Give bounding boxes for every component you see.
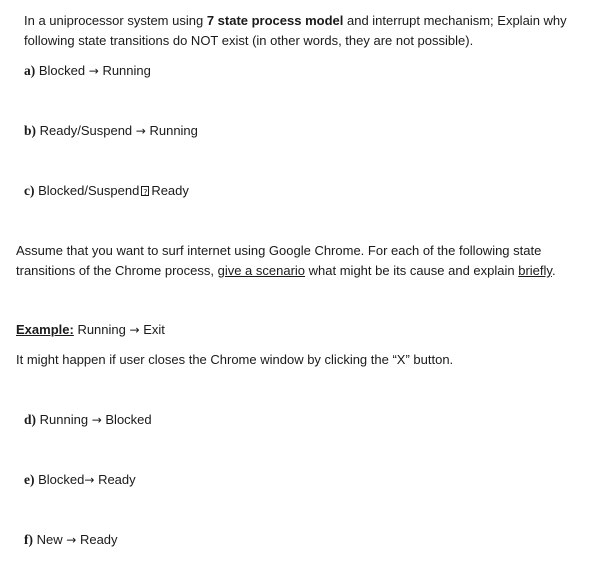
question-letter: b) <box>24 123 37 138</box>
transition-to: Ready <box>98 472 136 487</box>
transition-from: Running <box>77 322 126 337</box>
arrow-right-icon: → <box>135 124 146 138</box>
example-line <box>16 321 165 339</box>
question-b <box>24 122 198 140</box>
arrow-right-icon: → <box>129 323 140 337</box>
question-c <box>24 182 189 200</box>
scenario-line-2 <box>16 262 556 280</box>
intro-bold-text: 7 state process model <box>206 13 344 28</box>
scenario-line-1: Assume that you want to surf internet using Google Chrome. For each of the following state <box>16 243 542 258</box>
intro-line-2: following state transitions do NOT exist (in other words, they are not possible). <box>24 33 474 48</box>
example-explanation: It might happen if user closes the Chrome window by clicking the “X” button. <box>16 352 454 367</box>
underlined-give-a-scenario: give a scenario <box>217 263 306 278</box>
question-e <box>24 471 136 489</box>
question-a <box>24 62 151 80</box>
question-d <box>24 411 152 429</box>
missing-glyph-icon <box>141 186 149 196</box>
scenario-text-end: . <box>551 263 556 278</box>
intro-line-1 <box>24 12 567 30</box>
scenario-text: transitions of the Chrome process, <box>16 263 218 278</box>
transition-to: Running <box>149 123 198 138</box>
transition-from: Blocked <box>38 63 86 78</box>
question-letter: d) <box>24 412 37 427</box>
transition-to: Exit <box>143 322 165 337</box>
transition-from: Blocked/Suspend <box>38 183 140 198</box>
arrow-right-icon: → <box>66 533 77 547</box>
arrow-right-icon: → <box>91 413 102 427</box>
intro-text: In a uniprocessor system using <box>24 13 207 28</box>
transition-from: Ready/Suspend <box>39 123 133 138</box>
intro-text-end: and interrupt mechanism; Explain why <box>343 13 567 28</box>
transition-to: Ready <box>151 183 189 198</box>
transition-to: Ready <box>79 532 118 547</box>
question-letter: f) <box>24 532 33 547</box>
example-label: Example: <box>16 322 74 337</box>
question-letter: a) <box>24 63 36 78</box>
transition-from: New <box>36 532 63 547</box>
transition-to: Running <box>102 63 151 78</box>
arrow-right-icon: → <box>84 473 95 487</box>
question-letter: e) <box>24 472 35 487</box>
transition-from: Blocked <box>38 472 85 487</box>
arrow-right-icon: → <box>88 64 99 78</box>
underlined-briefly: briefly <box>518 263 552 278</box>
question-f <box>24 531 118 549</box>
question-letter: c) <box>24 183 35 198</box>
transition-to: Blocked <box>105 412 152 427</box>
transition-from: Running <box>39 412 89 427</box>
scenario-text-mid: what might be its cause and explain <box>305 263 519 278</box>
